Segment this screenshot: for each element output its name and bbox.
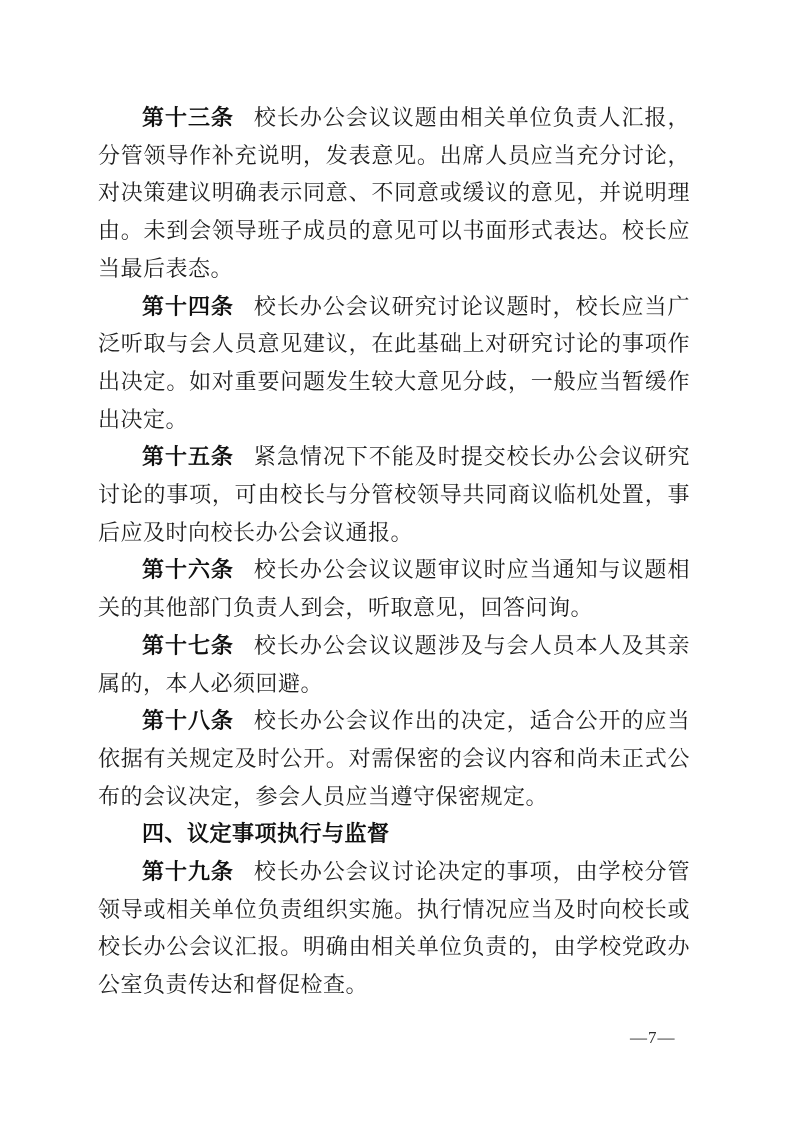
article-number: 第十六条 bbox=[142, 557, 234, 583]
page-number: —7— bbox=[630, 1028, 676, 1047]
article-paragraph bbox=[98, 853, 690, 1004]
article-number: 第十四条 bbox=[142, 293, 234, 319]
document-body bbox=[98, 99, 690, 1004]
article-text: 校长办公会议研究讨论议题时，校长应当广泛听取与会人员意见建议，在此基础上对研究讨论的事项作出决定。如对重要问题发生较大意见分歧，一般应当暂缓作出决定。 bbox=[98, 293, 690, 432]
article-text: 校长办公会议议题涉及与会人员本人及其亲属的，本人必须回避。 bbox=[98, 632, 690, 696]
article-text: 紧急情况下不能及时提交校长办公会议研究讨论的事项，可由校长与分管校领导共同商议临机处置，事后应及时向校长办公会议通报。 bbox=[98, 444, 690, 545]
article-number: 第十九条 bbox=[142, 859, 234, 885]
article-number: 第十七条 bbox=[142, 632, 234, 658]
article-text: 校长办公会议作出的决定，适合公开的应当依据有关规定及时公开。对需保密的会议内容和尚未正式公布的会议决定，参会人员应当遵守保密规定。 bbox=[98, 708, 690, 809]
article-text: 校长办公会议议题审议时应当通知与议题相关的其他部门负责人到会，听取意见，回答问询。 bbox=[98, 557, 690, 621]
section-heading bbox=[98, 815, 690, 853]
section-heading-label: 四、议定事项执行与监督 bbox=[142, 821, 390, 847]
article-text: 校长办公会议讨论决定的事项，由学校分管领导或相关单位负责组织实施。执行情况应当及时向校长或校长办公会议汇报。明确由相关单位负责的，由学校党政办公室负责传达和督促检查。 bbox=[98, 859, 690, 998]
article-paragraph bbox=[98, 288, 690, 439]
article-number: 第十三条 bbox=[142, 105, 234, 130]
article-paragraph bbox=[98, 702, 690, 815]
article-text: 校长办公会议议题由相关单位负责人汇报，分管领导作补充说明，发表意见。出席人员应当充分讨论，对决策建议明确表示同意、不同意或缓议的意见，并说明理由。未到会领导班子成员的意见可以书面形式表达。校长应当最后表态。 bbox=[98, 105, 690, 281]
article-paragraph bbox=[98, 99, 690, 288]
article-paragraph bbox=[98, 551, 690, 626]
article-paragraph bbox=[98, 438, 690, 551]
article-paragraph bbox=[98, 627, 690, 702]
article-number: 第十五条 bbox=[142, 444, 234, 470]
article-number: 第十八条 bbox=[142, 708, 234, 734]
